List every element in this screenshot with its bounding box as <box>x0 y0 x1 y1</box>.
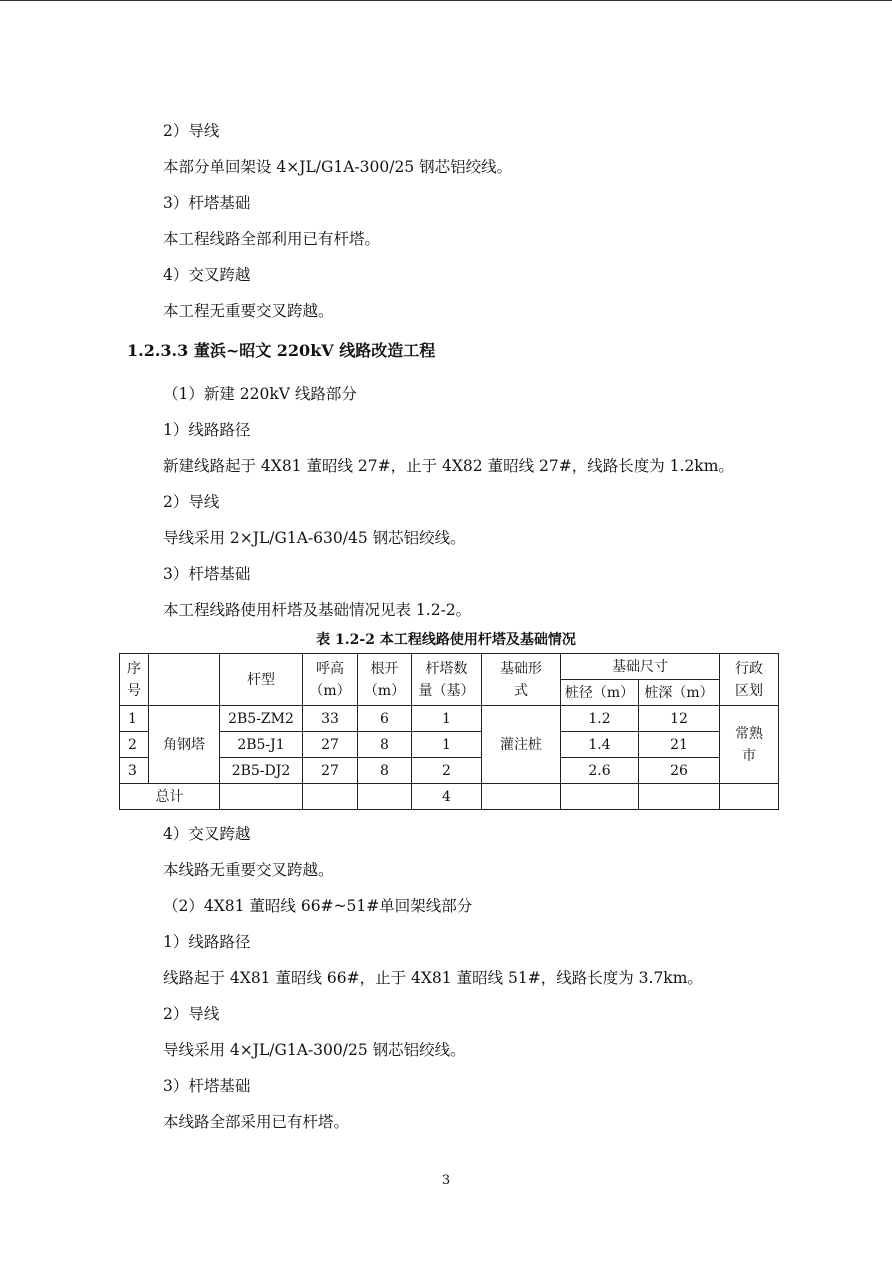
paragraph: 新建线路起于 4X81 董昭线 27#，止于 4X82 董昭线 27#，线路长度为 1.2km。 <box>163 457 734 475</box>
cell-model: 2B5-J1 <box>220 732 303 758</box>
paragraph: 导线采用 4×JL/G1A-300/25 钢芯铝绞线。 <box>163 1041 466 1059</box>
paragraph: 本工程无重要交叉跨越。 <box>163 302 334 320</box>
region-text: 常熟市 <box>734 725 763 764</box>
cell-depth: 26 <box>639 758 720 784</box>
table-caption: 表 1.2-2 本工程线路使用杆塔及基础情况 <box>316 632 576 648</box>
cell-diameter: 2.6 <box>561 758 639 784</box>
cell-foundation-type: 灌注桩 <box>482 706 561 784</box>
cell-region <box>720 706 779 784</box>
cell-empty <box>639 784 720 810</box>
paragraph: 线路起于 4X81 董昭线 66#，止于 4X81 董昭线 51#，线路长度为 3.7km。 <box>163 969 703 987</box>
cell-count: 2 <box>412 758 482 784</box>
cell-height: 33 <box>303 706 358 732</box>
header-blank <box>149 654 220 706</box>
cell-seq: 2 <box>120 732 149 758</box>
paragraph: 3）杆塔基础 <box>163 194 251 212</box>
cell-root: 8 <box>358 732 412 758</box>
cell-model: 2B5-DJ2 <box>220 758 303 784</box>
paragraph: 4）交叉跨越 <box>163 266 251 284</box>
paragraph: 2）导线 <box>163 122 220 140</box>
paragraph: 本部分单回架设 4×JL/G1A-300/25 钢芯铝绞线。 <box>163 158 513 176</box>
paragraph: 本线路全部采用已有杆塔。 <box>163 1113 350 1131</box>
cell-total-count: 4 <box>412 784 482 810</box>
cell-root: 6 <box>358 706 412 732</box>
paragraph: 本工程线路使用杆塔及基础情况见表 1.2-2。 <box>163 601 472 619</box>
cell-model: 2B5-ZM2 <box>220 706 303 732</box>
cell-empty <box>220 784 303 810</box>
header-height: 呼高 （m） <box>303 654 358 706</box>
cell-height: 27 <box>303 732 358 758</box>
cell-empty <box>720 784 779 810</box>
cell-empty <box>561 784 639 810</box>
header-seq: 序 号 <box>120 654 149 706</box>
header-diameter: 桩径（m） <box>561 680 639 706</box>
cell-depth: 12 <box>639 706 720 732</box>
cell-tower-type: 角钢塔 <box>149 706 220 784</box>
paragraph: 1）线路路径 <box>163 933 251 951</box>
cell-empty <box>482 784 561 810</box>
table-row <box>120 706 779 732</box>
cell-seq: 3 <box>120 758 149 784</box>
paragraph: 本线路无重要交叉跨越。 <box>163 861 334 879</box>
cell-seq: 1 <box>120 706 149 732</box>
cell-root: 8 <box>358 758 412 784</box>
paragraph: 2）导线 <box>163 493 220 511</box>
header-region: 行政 区划 <box>720 654 779 706</box>
header-count: 杆塔数 量（基） <box>412 654 482 706</box>
cell-count: 1 <box>412 706 482 732</box>
paragraph: 导线采用 2×JL/G1A-630/45 钢芯铝绞线。 <box>163 529 466 547</box>
page-number: 3 <box>441 1173 451 1188</box>
table-header-row <box>120 654 779 680</box>
cell-total-label: 总计 <box>120 784 220 810</box>
paragraph: （2）4X81 董昭线 66#~51#单回架线部分 <box>163 897 473 915</box>
tower-foundation-table <box>119 653 779 810</box>
cell-height: 27 <box>303 758 358 784</box>
paragraph: （1）新建 220kV 线路部分 <box>163 385 357 403</box>
section-heading: 1.2.3.3 董浜~昭文 220kV 线路改造工程 <box>127 341 436 360</box>
cell-depth: 21 <box>639 732 720 758</box>
cell-count: 1 <box>412 732 482 758</box>
header-size: 基础尺寸 <box>561 654 720 680</box>
paragraph: 3）杆塔基础 <box>163 565 251 583</box>
paragraph: 4）交叉跨越 <box>163 825 251 843</box>
header-model: 杆型 <box>220 654 303 706</box>
cell-empty <box>303 784 358 810</box>
paragraph: 3）杆塔基础 <box>163 1077 251 1095</box>
paragraph: 2）导线 <box>163 1005 220 1023</box>
header-depth: 桩深（m） <box>639 680 720 706</box>
paragraph: 1）线路路径 <box>163 421 251 439</box>
cell-diameter: 1.2 <box>561 706 639 732</box>
cell-empty <box>358 784 412 810</box>
header-foundation: 基础形 式 <box>482 654 561 706</box>
header-root: 根开 （m） <box>358 654 412 706</box>
table-total-row <box>120 784 779 810</box>
cell-diameter: 1.4 <box>561 732 639 758</box>
paragraph: 本工程线路全部利用已有杆塔。 <box>163 230 381 248</box>
